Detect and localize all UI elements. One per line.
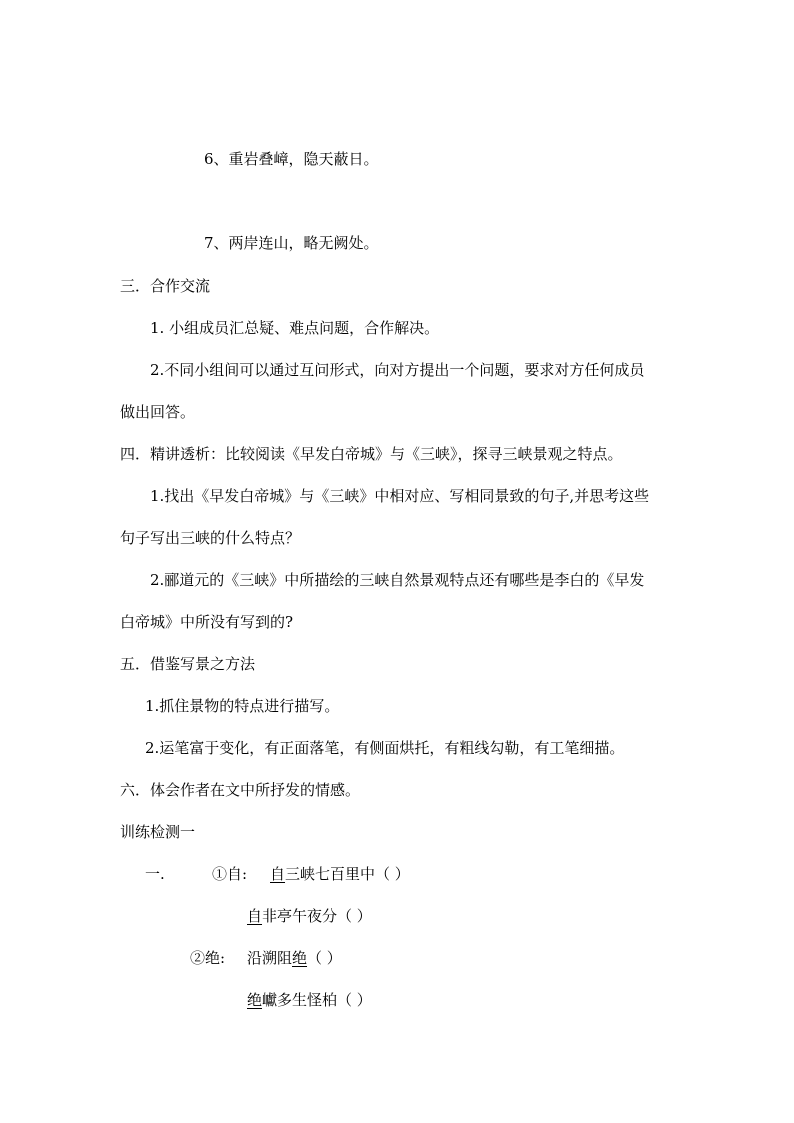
text-line-4-1a: 1.找出《早发白帝城》与《三峡》中相对应、写相同景致的句子,并思考这些 [150,487,650,505]
text-line-7: 7、两岸连山，略无阙处。 [204,234,379,252]
text-line-4-2b: 白帝城》中所没有写到的? [120,613,294,631]
section-heading-3: 三．合作交流 [120,277,211,295]
exercise-item-2a: 沿溯阻绝（ ） [247,949,342,967]
text-line-5-2: 2.运笔富于变化，有正面落笔，有侧面烘托，有粗线勾勒，有工笔细描。 [145,739,625,757]
exercise-char-label-1: ①自: [212,865,248,883]
text-line-6: 6、重岩叠嶂，隐天蔽日。 [204,150,379,168]
section-heading-5: 五．借鉴写景之方法 [120,655,256,673]
underlined-char: 自 [270,865,286,883]
text-line-4-1b: 句子写出三峡的什么特点？ [120,529,301,547]
exercise-char-label-2: ②绝: [190,949,226,967]
section-heading-4: 四．精讲透析：比较阅读《早发白帝城》与《三峡》，探寻三峡景观之特点。 [120,445,623,463]
exercise-item-2b: 绝巘多生怪柏（ ） [247,991,372,1009]
section-heading-training: 训练检测一 [120,823,196,841]
text-line-3-2a: 2.不同小组间可以通过互问形式，向对方提出一个问题，要求对方任何成员 [150,361,645,379]
text-line-3-1: 1. 小组成员汇总疑、难点问题，合作解决。 [150,319,440,337]
section-heading-6: 六．体会作者在文中所抒发的情感。 [120,781,361,799]
exercise-item-1b: 自非亭午夜分（ ） [247,907,372,925]
text-line-5-1: 1.抓住景物的特点进行描写。 [145,697,340,715]
underlined-char: 绝 [292,949,308,967]
underlined-char: 自 [247,907,263,925]
exercise-number: 一. [145,865,165,883]
exercise-item-1a: 自三峡七百里中（ ） [270,865,410,883]
text-line-4-2a: 2.郦道元的《三峡》中所描绘的三峡自然景观特点还有哪些是李白的《早发 [150,571,645,589]
underlined-char: 绝 [247,991,263,1009]
text-line-3-2b: 做出回答。 [120,403,196,421]
